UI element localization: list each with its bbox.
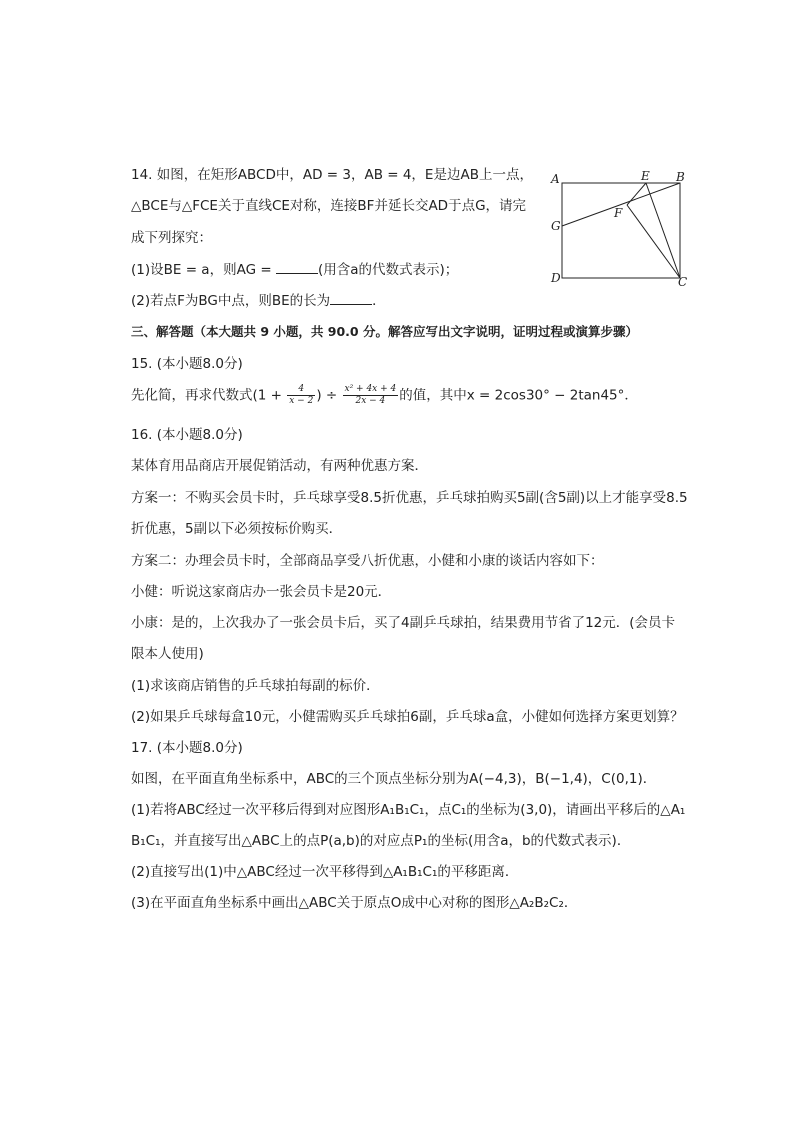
fraction-2 bbox=[343, 384, 399, 407]
answer-blank-1[interactable] bbox=[276, 261, 318, 274]
line-ec bbox=[646, 183, 680, 278]
q16-xiaokang-b: 限本人使用) bbox=[131, 646, 204, 662]
fraction-2-denominator: 2x − 4 bbox=[355, 396, 386, 406]
q16-plan-1-a: 方案一：不购买会员卡时，乒乓球享受8.5折优惠，乒乓球拍购买5副(含5副)以上才能享受8.5 bbox=[131, 490, 688, 506]
q17-part-1-a: (1)若将ABC经过一次平移后得到对应图形A₁B₁C₁，点C₁的坐标为(3,0)，请画出平移后的△A₁ bbox=[131, 802, 686, 818]
q17-intro: 如图，在平面直角坐标系中，ABC的三个顶点坐标分别为A(−4,3)，B(−1,4)，C(0,1)． bbox=[131, 771, 657, 787]
q16-xiaokang-a: 小康：是的，上次我办了一张会员卡后，买了4副乒乓球拍，结果费用节省了12元．(会员卡 bbox=[131, 615, 676, 631]
line-ef bbox=[627, 183, 646, 205]
label-a: A bbox=[551, 172, 560, 186]
fraction-1-numerator: 4 bbox=[287, 384, 315, 396]
q14-part-1 bbox=[131, 261, 458, 279]
fraction-1 bbox=[287, 384, 315, 407]
label-c: C bbox=[678, 275, 688, 289]
q16-plan-2: 方案二：办理会员卡时，全部商品享受八折优惠，小健和小康的谈话内容如下： bbox=[131, 553, 604, 569]
q16-intro: 某体育用品商店开展促销活动，有两种优惠方案． bbox=[131, 458, 428, 474]
q17-header: 17. (本小题8.0分) bbox=[131, 740, 243, 756]
label-f: F bbox=[614, 206, 623, 220]
q14-part-1-post: (用含a的代数式表示)； bbox=[317, 262, 459, 278]
label-d: D bbox=[551, 271, 561, 285]
q15-mid: ) ÷ bbox=[316, 387, 342, 404]
q16-part-2: (2)如果乒乓球每盒10元，小健需购买乒乓球拍6副，乒乓球a盒，小健如何选择方案更划算？ bbox=[131, 709, 684, 725]
q17-part-3: (3)在平面直角坐标系中画出△ABC关于原点O成中心对称的图形△A₂B₂C₂． bbox=[131, 895, 578, 911]
q15-header: 15. (本小题8.0分) bbox=[131, 356, 243, 372]
fraction-2-numerator: x² + 4x + 4 bbox=[344, 384, 397, 394]
section-3-heading: 三、解答题（本大题共 9 小题，共 90.0 分。解答应写出文字说明，证明过程或演算步骤） bbox=[131, 324, 638, 339]
q15-body bbox=[131, 384, 638, 407]
label-e: E bbox=[641, 169, 650, 183]
q17-part-1-b: B₁C₁，并直接写出△ABC上的点P(a,b)的对应点P₁的坐标(用含a，b的代数式表示)． bbox=[131, 833, 631, 849]
answer-blank-2[interactable] bbox=[330, 292, 372, 305]
q17-part-2: (2)直接写出(1)中△ABC经过一次平移得到△A₁B₁C₁的平移距离． bbox=[131, 864, 519, 880]
rectangle-abcd bbox=[562, 183, 680, 278]
q14-part-2-post: ． bbox=[372, 293, 386, 309]
line-fc bbox=[627, 205, 680, 278]
q16-part-1: (1)求该商店销售的乒乓球拍每副的标价． bbox=[131, 678, 380, 694]
rectangle-figure bbox=[548, 165, 698, 290]
q16-header: 16. (本小题8.0分) bbox=[131, 427, 243, 443]
q14-part-2-pre: (2)若点F为BG中点，则BE的长为 bbox=[131, 293, 331, 309]
q16-xiaojian: 小健：听说这家商店办一张会员卡是20元． bbox=[131, 584, 392, 600]
q14-line-2: △BCE与△FCE关于直线CE对称，连接BF并延长交AD于点G，请完 bbox=[131, 198, 527, 214]
q15-post: 的值，其中x = 2cos30° − 2tan45°． bbox=[399, 387, 638, 404]
q14-part-1-pre: (1)设BE = a，则AG = bbox=[131, 262, 276, 278]
q14-line-3: 成下列探究： bbox=[131, 230, 212, 246]
fraction-1-denominator: x − 2 bbox=[289, 396, 314, 406]
label-g: G bbox=[551, 219, 561, 233]
q14-line-1: 14. 如图，在矩形ABCD中，AD = 3，AB = 4，E是边AB上一点， bbox=[131, 167, 533, 183]
q14-part-2 bbox=[131, 292, 386, 310]
q16-plan-1-b: 折优惠，5副以下必须按标价购买． bbox=[131, 521, 343, 537]
label-b: B bbox=[676, 170, 685, 184]
q15-pre: 先化简，再求代数式(1 + bbox=[131, 387, 287, 404]
